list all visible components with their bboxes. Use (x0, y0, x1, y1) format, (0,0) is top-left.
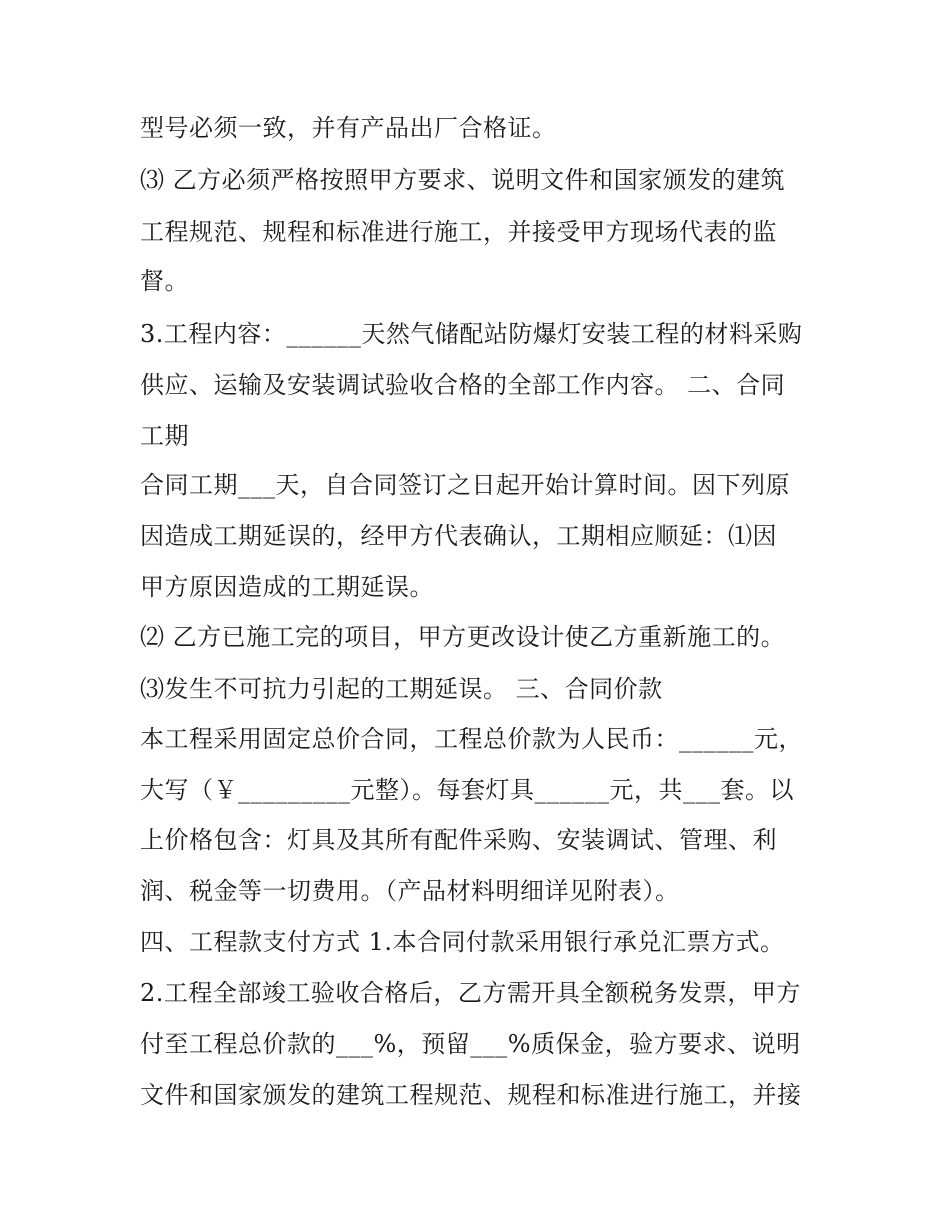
text-line: ⑶发生不可抗力引起的工期延误。 三、合同价款 (140, 675, 663, 703)
text-line: 督。 (140, 267, 189, 295)
text-line: 付至工程总价款的___%，预留___%质保金，验方要求、说明 (140, 1030, 801, 1058)
text-line: ⑵ 乙方已施工完的项目，甲方更改设计使乙方重新施工的。 (140, 623, 786, 651)
text-line: 上价格包含：灯具及其所有配件采购、安装调试、管理、利 (140, 826, 777, 854)
text-line: 文件和国家颁发的建筑工程规范、规程和标准进行施工，并接 (140, 1081, 802, 1109)
text-line: 大写（￥_________元整）。每套灯具______元，共___套。以 (140, 776, 794, 804)
text-line: 工程规范、规程和标准进行施工，并接受甲方现场代表的监 (140, 218, 777, 246)
text-line: 润、税金等一切费用。（产品材料明细详见附表）。 (140, 877, 680, 905)
text-line: 2.工程全部竣工验收合格后，乙方需开具全额税务发票，甲方 (140, 979, 801, 1007)
text-line: 本工程采用固定总价合同，工程总价款为人民币：______元， (140, 725, 803, 753)
text-line: 3.工程内容：______天然气储配站防爆灯安装工程的材料采购 (140, 320, 803, 348)
text-line: 工期 (140, 422, 189, 450)
text-line: ⑶ 乙方必须严格按照甲方要求、说明文件和国家颁发的建筑 (140, 166, 786, 194)
text-line: 合同工期___天，自合同签订之日起开始计算时间。因下列原 (140, 471, 790, 499)
text-line: 型号必须一致，并有产品出厂合格证。 (140, 114, 557, 142)
text-line: 甲方原因造成的工期延误。 (140, 573, 434, 601)
text-line: 四、工程款支付方式 1.本合同付款采用银行承兑汇票方式。 (140, 928, 785, 956)
text-line: 因造成工期延误的，经甲方代表确认，工期相应顺延：⑴因 (140, 522, 777, 550)
text-line: 供应、运输及安装调试验收合格的全部工作内容。 二、合同 (140, 371, 786, 399)
